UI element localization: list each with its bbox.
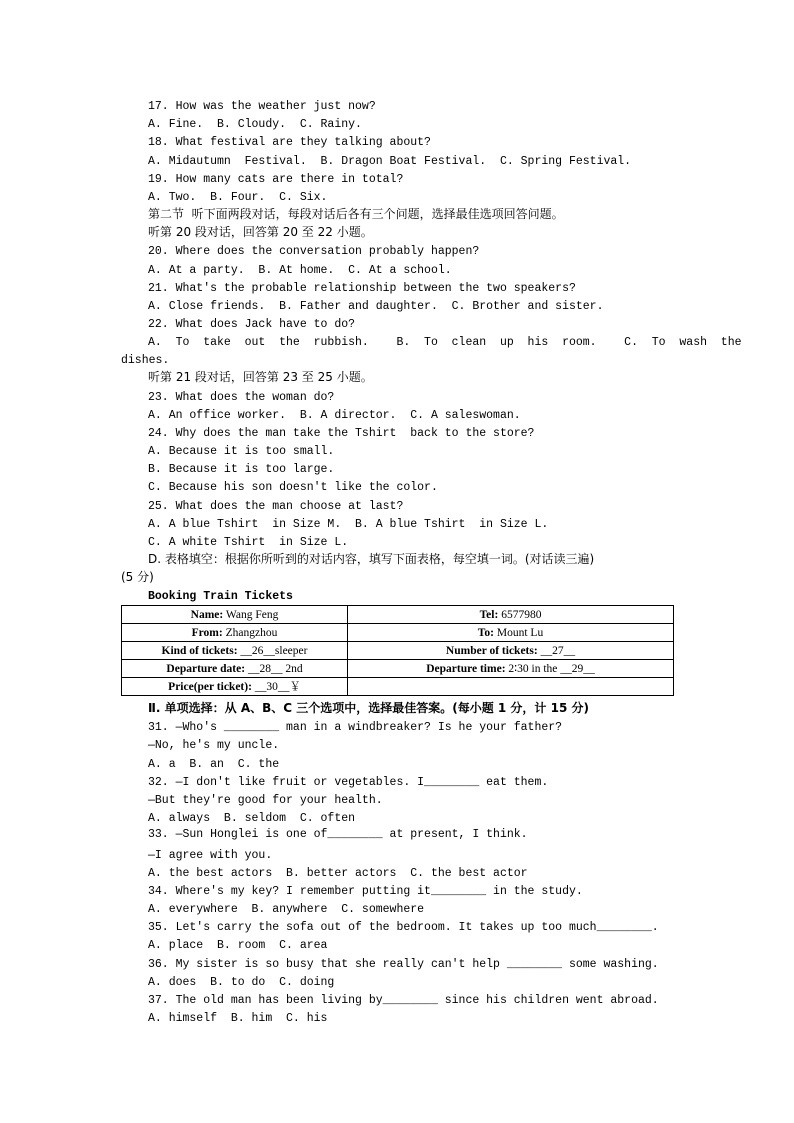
date-label: Departure date: (166, 662, 246, 675)
question-24: 24. Why does the man take the Tshirt back to the store? (148, 427, 535, 440)
table-cell-tel (348, 606, 674, 624)
question-20: 20. Where does the conversation probably happen? (148, 245, 480, 258)
table-cell-name (122, 606, 348, 624)
table-title: Booking Train Tickets (148, 590, 293, 603)
option-25-c: C. A white Tshirt in Size L. (148, 536, 349, 549)
table-cell-kind (122, 642, 348, 660)
question-18: 18. What festival are they talking about? (148, 136, 431, 149)
question-33: 33. —Sun Honglei is one of________ at present, I think. (148, 828, 528, 841)
number-value: __27__ (537, 644, 576, 657)
section-2-title: Ⅱ. 单项选择：从 A、B、C 三个选项中，选择最佳答案。(每小题 1 分，计 15 分) (148, 701, 589, 715)
options-34: A. everywhere B. anywhere C. somewhere (148, 903, 425, 916)
booking-table (121, 605, 674, 696)
table-cell-empty (348, 678, 674, 696)
options-35: A. place B. room C. area (148, 939, 328, 952)
dialogue-21-instructions: 听第 21 段对话，回答第 23 至 25 小题。 (148, 370, 373, 384)
question-22: 22. What does Jack have to do? (148, 318, 356, 331)
section-2-instructions: 第二节 听下面两段对话，每段对话后各有三个问题，选择最佳选项回答问题。 (148, 207, 564, 221)
options-32: A. always B. seldom C. often (148, 812, 356, 825)
time-value: 2∶30 in the __29__ (505, 662, 595, 675)
question-36: 36. My sister is so busy that she really can't help ________ some washing. (148, 958, 659, 971)
from-value: Zhangzhou (222, 626, 278, 639)
to-label: To: (477, 626, 494, 639)
tel-label: Tel: (479, 608, 499, 621)
name-value: Wang Feng (223, 608, 279, 621)
table-cell-number (348, 642, 674, 660)
name-label: Name: (190, 608, 224, 621)
options-37: A. himself B. him C. his (148, 1012, 328, 1025)
options-17: A. Fine. B. Cloudy. C. Rainy. (148, 118, 362, 131)
table-cell-time (348, 660, 674, 678)
table-row (122, 678, 674, 696)
price-label: Price(per ticket): (168, 680, 252, 693)
question-25: 25. What does the man choose at last? (148, 500, 404, 513)
time-label: Departure time: (426, 662, 506, 675)
option-24-c: C. Because his son doesn't like the color. (148, 481, 438, 494)
question-32: 32. —I don't like fruit or vegetables. I________ eat them. (148, 776, 549, 789)
options-25-ab: A. A blue Tshirt in Size M. B. A blue Tshirt in Size L. (148, 518, 549, 531)
options-23: A. An office worker. B. A director. C. A saleswoman. (148, 409, 521, 422)
number-label: Number of tickets: (445, 644, 538, 657)
options-20: A. At a party. B. At home. C. At a school. (148, 264, 452, 277)
option-24-a: A. Because it is too small. (148, 445, 335, 458)
question-35: 35. Let's carry the sofa out of the bedroom. It takes up too much________. (148, 921, 659, 934)
options-36: A. does B. to do C. doing (148, 976, 335, 989)
kind-value: __26__sleeper (237, 644, 308, 657)
kind-label: Kind of tickets: (161, 644, 238, 657)
table-cell-to (348, 624, 674, 642)
section-d-points: (5 分) (121, 570, 154, 584)
table-cell-date (122, 660, 348, 678)
question-19: 19. How many cats are there in total? (148, 173, 404, 186)
section-d-instructions: D. 表格填空：根据你所听到的对话内容，填写下面表格，每空填一词。(对话读三遍) (148, 552, 595, 566)
table-row (122, 660, 674, 678)
to-value: Mount Lu (494, 626, 544, 639)
options-33: A. the best actors B. better actors C. the best actor (148, 867, 528, 880)
question-32-reply: —But they're good for your health. (148, 794, 383, 807)
dialogue-20-instructions: 听第 20 段对话，回答第 20 至 22 小题。 (148, 225, 373, 239)
question-31: 31. —Who's ________ man in a windbreaker? Is he your father? (148, 721, 563, 734)
question-21: 21. What's the probable relationship between the two speakers? (148, 282, 576, 295)
price-value: __30__￥ (251, 680, 301, 693)
question-31-reply: —No, he's my uncle. (148, 739, 280, 752)
question-33-reply: —I agree with you. (148, 849, 273, 862)
options-19: A. Two. B. Four. C. Six. (148, 191, 328, 204)
from-label: From: (191, 626, 223, 639)
question-23: 23. What does the woman do? (148, 391, 335, 404)
tel-value: 6577980 (498, 608, 542, 621)
question-37: 37. The old man has been living by________ since his children went abroad. (148, 994, 659, 1007)
question-17: 17. How was the weather just now? (148, 100, 376, 113)
option-24-b: B. Because it is too large. (148, 463, 335, 476)
options-22: A. To take out the rubbish. B. To clean up his room. C. To wash the (148, 336, 742, 349)
question-34: 34. Where's my key? I remember putting it________ in the study. (148, 885, 583, 898)
options-31: A. a B. an C. the (148, 758, 280, 771)
date-value: __28__ 2nd (245, 662, 303, 675)
table-cell-price (122, 678, 348, 696)
table-cell-from (122, 624, 348, 642)
options-21: A. Close friends. B. Father and daughter. C. Brother and sister. (148, 300, 604, 313)
options-18: A. Midautumn Festival. B. Dragon Boat Festival. C. Spring Festival. (148, 155, 632, 168)
table-row (122, 624, 674, 642)
table-row (122, 606, 674, 624)
options-22-continued: dishes. (121, 354, 170, 367)
table-row (122, 642, 674, 660)
